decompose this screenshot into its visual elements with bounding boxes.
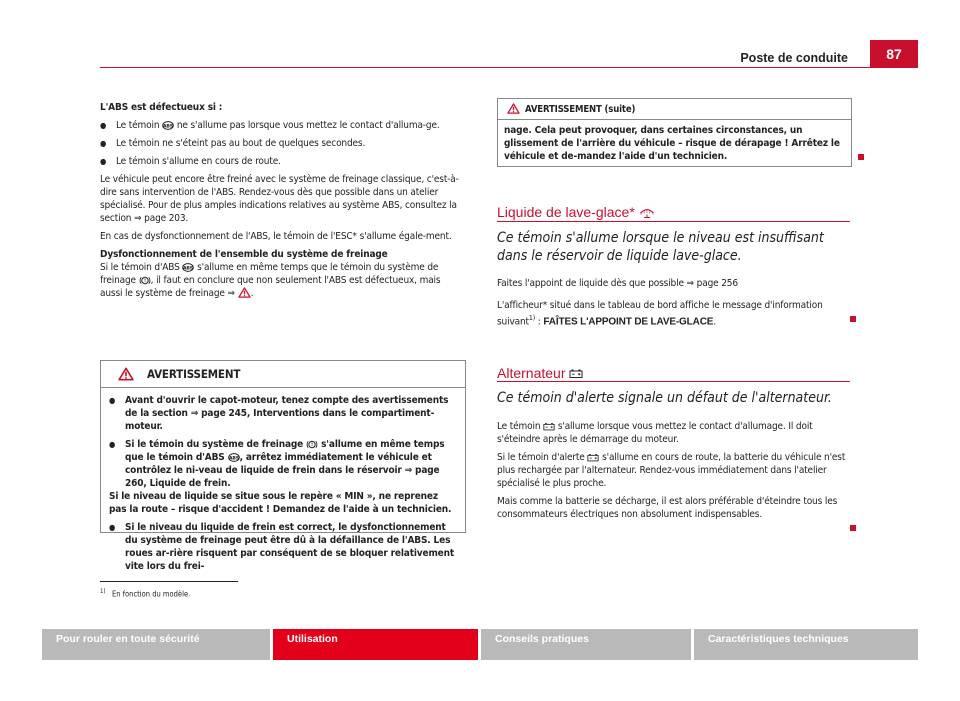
section-end-marker <box>850 525 856 531</box>
alternator-body <box>497 420 850 521</box>
page-number-badge: 87 <box>870 40 918 68</box>
warning-item: ● Avant d'ouvrir le capot-moteur, tenez compte des avertissements de la section ⇒ page 245, Interventions dans le compartiment-moteur. <box>109 394 457 433</box>
footnote-rule <box>100 581 238 582</box>
section-end-marker <box>850 316 856 322</box>
brake-warning-light-icon <box>306 440 318 449</box>
paragraph: Mais comme la batterie se décharge, il est alors préférable d'éteindre tous les consommateurs électriques non absolument indispensables. <box>497 496 838 520</box>
warning-title: AVERTISSEMENT <box>147 367 241 381</box>
washer-fluid-icon <box>639 207 655 219</box>
alternator-section-title: Alternateur <box>497 365 583 381</box>
footnote <box>100 588 190 599</box>
warning-text: nage. Cela peut provoquer, dans certaines circonstances, un glissement de l'arrière du véhicule – risque de dérapage ! Arrêtez le véhicule et de-mandez l'aide d'un technicien. <box>504 125 840 162</box>
abs-warning-light-icon <box>228 453 240 462</box>
display-message: FAÎTES L'APPOINT DE LAVE-GLACE <box>543 316 714 328</box>
warning-item: ● Si le témoin du système de freinage s'allume en même temps que le témoin d'ABS , arrêtez immédiatement le véhicule et contrôlez le ni-veau de liquide de frein dans le réservoir ⇒ page 260, Liquide de frein. <box>109 438 457 490</box>
section-rule <box>497 381 850 382</box>
list-item: ● Le témoin s'allume en cours de route. <box>100 155 464 168</box>
tab-utilisation[interactable]: Utilisation <box>273 629 478 660</box>
paragraph: En cas de dysfonctionnement de l'ABS, le témoin de l'ESC* s'allume égale-ment. <box>100 231 452 242</box>
paragraph: Le véhicule peut encore être freiné avec le système de freinage classique, c'est-à-dire sans intervention de l'ABS. Rendez-vous dès que possible dans un atelier spécialisé. Pour de plus amples indications relatives au système ABS, consultez la section ⇒ page 203. <box>100 174 459 224</box>
battery-icon <box>587 453 599 462</box>
footnote-reference[interactable]: 1) <box>528 314 536 322</box>
warning-triangle-icon[interactable] <box>238 287 251 298</box>
paragraph: Si le témoin d'ABS s'allume en même temps que le témoin du système de freinage , il faut en conclure que non seulement l'ABS est défectueux, mais aussi le système de freinage ⇒ . <box>100 262 441 299</box>
tab-caracteristiques-techniques[interactable]: Caractéristiques techniques <box>694 629 918 660</box>
list-item: ● Le témoin ne s'allume pas lorsque vous mettez le contact d'alluma-ge. <box>100 119 464 132</box>
tab-pour-rouler-en-toute-securite[interactable]: Pour rouler en toute sécurité <box>42 629 270 660</box>
washer-body <box>497 277 850 328</box>
brake-warning-light-icon <box>139 276 151 285</box>
left-column <box>100 101 464 305</box>
warning-continued-title: AVERTISSEMENT (suite) <box>525 104 636 115</box>
warning-triangle-icon <box>507 103 520 114</box>
washer-section-title: Liquide de lave-glace* <box>497 204 655 220</box>
brake-system-fault-title: Dysfonctionnement de l'ensemble du système de freinage <box>100 249 388 260</box>
section-end-marker <box>858 154 864 160</box>
header-rule <box>100 67 918 68</box>
warning-triangle-icon <box>118 367 134 381</box>
warning-box-continued <box>497 98 852 167</box>
alternator-subtitle: Ce témoin d'alerte signale un défaut de l'alternateur. <box>497 390 832 406</box>
washer-subtitle: Ce témoin s'allume lorsque le niveau est insuffisant dans le réservoir de liquide lave-glace. <box>497 230 824 264</box>
paragraph: Le témoin s'allume lorsque vous mettez le contact d'allumage. Il doit s'éteindre après le démarrage du moteur. <box>497 421 813 445</box>
section-rule <box>497 221 850 222</box>
paragraph: Si le témoin d'alerte s'allume en cours de route, la batterie du véhicule n'est plus rechargée par l'alternateur. Rendez-vous immédiatement dans l'atelier spécialisé le plus proche. <box>497 452 846 489</box>
warning-text: Si le niveau de liquide se situe sous le repère « MIN », ne reprenez pas la route – risque d'accident ! Demandez de l'aide à un technicien. <box>109 491 452 515</box>
battery-icon <box>569 368 583 379</box>
abs-warning-light-icon <box>182 263 194 272</box>
battery-icon <box>543 422 555 431</box>
abs-faulty-title: L'ABS est défectueux si : <box>100 102 223 113</box>
footnote-mark: 1) <box>100 588 106 595</box>
running-header-title: Poste de conduite <box>740 51 848 65</box>
warning-box-header <box>498 99 851 120</box>
tab-conseils-pratiques[interactable]: Conseils pratiques <box>481 629 691 660</box>
list-item: ● Le témoin ne s'éteint pas au bout de quelques secondes. <box>100 137 464 150</box>
footnote-text: En fonction du modèle. <box>111 589 191 599</box>
warning-box-header <box>101 361 465 388</box>
paragraph: Faites l'appoint de liquide dès que possible ⇒ page 256 <box>497 278 738 289</box>
abs-warning-light-icon <box>162 121 174 130</box>
warning-box <box>100 360 466 572</box>
paragraph: L'afficheur* situé dans le tableau de bord affiche le message d'information suivant$^{1)}$ : FAÎTES L'APPOINT DE LAVE-GLACE. <box>497 300 823 328</box>
warning-item: ● Si le niveau du liquide de frein est correct, le dysfonctionnement du système de freinage peut être dû à la défaillance de l'ABS. Les roues ar-rière risquent par conséquent de se bloquer relativement vite lors du frei- <box>109 521 457 573</box>
